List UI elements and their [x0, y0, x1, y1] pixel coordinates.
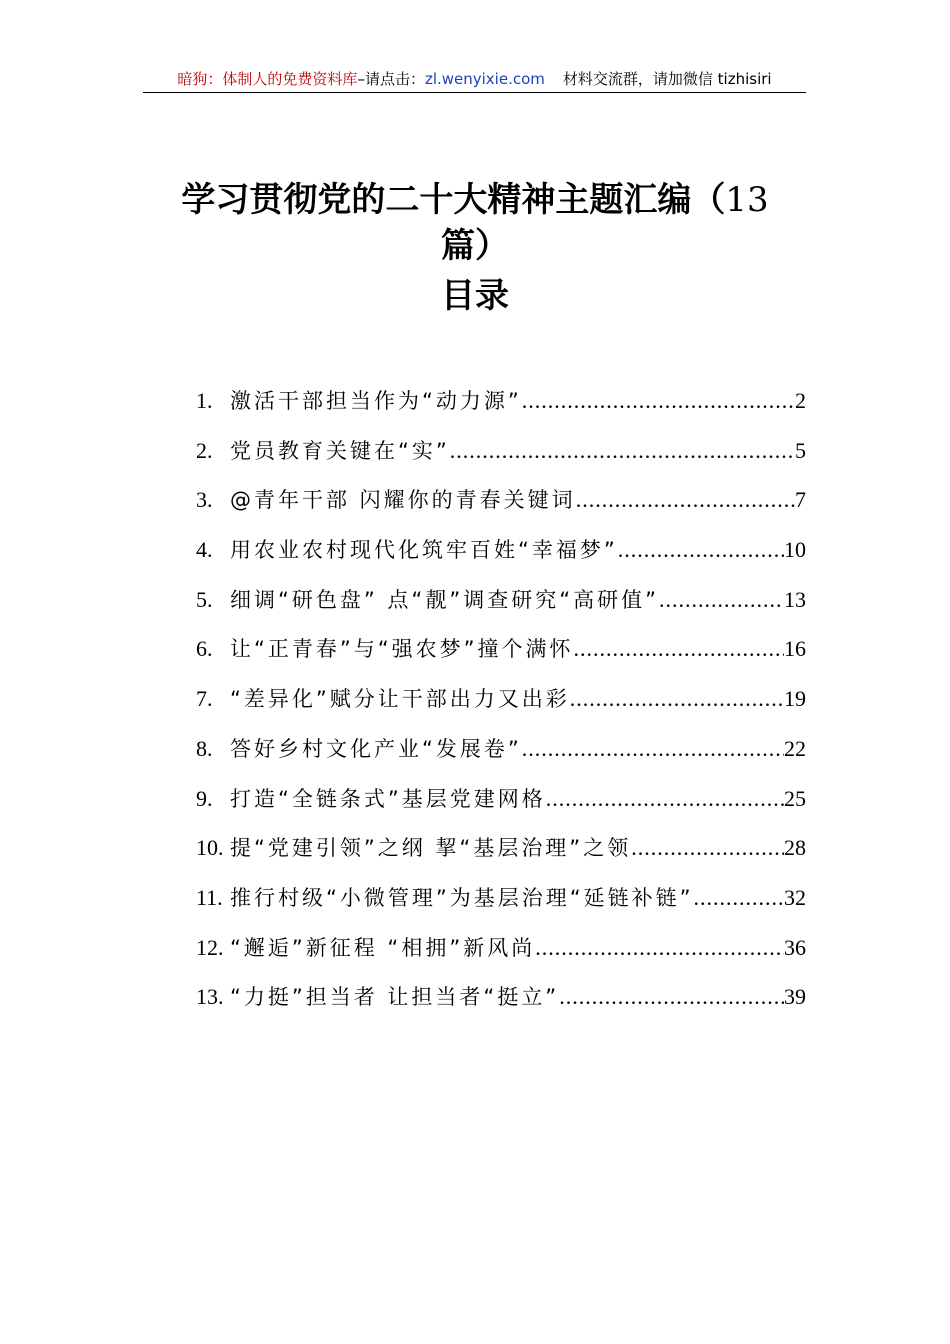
toc-entry-number: 4. [196, 537, 213, 563]
toc-dot-leader [576, 475, 795, 525]
toc-entry[interactable] [196, 674, 806, 724]
toc-entry-page: 2 [795, 388, 806, 413]
toc-entry-title: 细调“研色盘” 点“靓”调查研究“高研值” [230, 587, 659, 612]
toc-entry-title: 用农业农村现代化筑牢百姓“幸福梦” [230, 538, 618, 563]
toc-dot-leader [559, 972, 784, 1022]
toc-entry-number: 7. [196, 686, 213, 712]
toc-dot-leader [546, 774, 784, 824]
toc-entry-page: 16 [784, 636, 806, 662]
toc-entry-number: 10. [196, 835, 224, 861]
toc-entry-page: 32 [784, 884, 806, 910]
table-of-contents [196, 376, 806, 1022]
toc-entry-number: 2. [196, 437, 213, 463]
toc-entry-page: 13 [784, 586, 806, 612]
toc-entry-number: 13. [196, 984, 224, 1010]
toc-entry-title: 让“正青春”与“强农梦”撞个满怀 [230, 637, 574, 662]
toc-entry[interactable] [196, 923, 806, 973]
toc-entry-title: 打造“全链条式”基层党建网格 [230, 786, 546, 811]
toc-dot-leader [522, 376, 795, 426]
toc-dot-leader [694, 873, 784, 923]
toc-entry-number: 11. [196, 884, 223, 910]
toc-entry-number: 12. [196, 934, 224, 960]
toc-entry-number: 5. [196, 586, 213, 612]
toc-entry-page: 19 [784, 686, 806, 712]
toc-entry[interactable] [196, 475, 806, 525]
header-click-prompt: –请点击： [357, 70, 425, 88]
page-header [143, 66, 806, 93]
toc-entry-title: “邂逅”新征程 “相拥”新风尚 [230, 935, 536, 960]
toc-entry[interactable] [196, 823, 806, 873]
toc-entry-title: 激活干部担当作为“动力源” [230, 389, 522, 413]
toc-entry-page: 7 [795, 487, 806, 513]
toc-entry-page: 39 [784, 984, 806, 1010]
toc-entry-page: 5 [795, 437, 806, 463]
toc-entry-title: “差异化”赋分让干部出力又出彩 [230, 687, 570, 712]
toc-entry[interactable] [196, 774, 806, 824]
toc-dot-leader [631, 823, 784, 873]
toc-entry-number: 3. [196, 487, 213, 513]
toc-entry[interactable] [196, 724, 806, 774]
toc-entry-title: 推行村级“小微管理”为基层治理“延链补链” [230, 885, 694, 910]
toc-entry[interactable] [196, 376, 806, 426]
toc-entry-number: 9. [196, 785, 213, 811]
document-title-line1 [150, 176, 800, 224]
toc-entry[interactable] [196, 972, 806, 1022]
toc-dot-leader [450, 426, 795, 476]
toc-entry-number: 6. [196, 636, 213, 662]
document-title-line2: 篇） [441, 226, 509, 266]
toc-entry[interactable] [196, 525, 806, 575]
toc-entry-number: 1. [196, 388, 213, 413]
toc-dot-leader [570, 674, 784, 724]
header-url-link[interactable]: zl.wenyixie.com [424, 70, 545, 88]
toc-entry-title: “力挺”担当者 让担当者“挺立” [230, 985, 560, 1010]
toc-dot-leader [659, 575, 784, 625]
toc-dot-leader [574, 624, 784, 674]
toc-entry-page: 22 [784, 735, 806, 761]
toc-dot-leader [522, 724, 784, 774]
header-site-name: 暗狗：体制人的免费资料库 [177, 70, 358, 88]
document-title-count: 13 [725, 180, 769, 220]
toc-dot-leader [535, 923, 784, 973]
toc-entry-title: 提“党建引领”之纲 挈“基层治理”之领 [230, 836, 632, 861]
toc-entry[interactable] [196, 873, 806, 923]
toc-entry-title: 答好乡村文化产业“发展卷” [230, 736, 522, 761]
toc-entry-page: 28 [784, 835, 806, 861]
toc-entry[interactable] [196, 575, 806, 625]
toc-entry[interactable] [196, 624, 806, 674]
toc-entry-page: 10 [784, 537, 806, 563]
toc-entry-page: 25 [784, 785, 806, 811]
document-title-text: 学习贯彻党的二十大精神主题汇编（ [181, 180, 726, 220]
header-group-text: 材料交流群，请加微信 tizhisiri [562, 70, 772, 88]
toc-heading: 目录 [441, 276, 509, 316]
toc-entry-title: 党员教育关键在“实” [230, 438, 450, 463]
toc-dot-leader [618, 525, 784, 575]
toc-entry-page: 36 [784, 934, 806, 960]
toc-entry-title: @青年干部 闪耀你的青春关键词 [230, 488, 576, 513]
toc-entry-number: 8. [196, 735, 213, 761]
toc-entry[interactable] [196, 426, 806, 476]
